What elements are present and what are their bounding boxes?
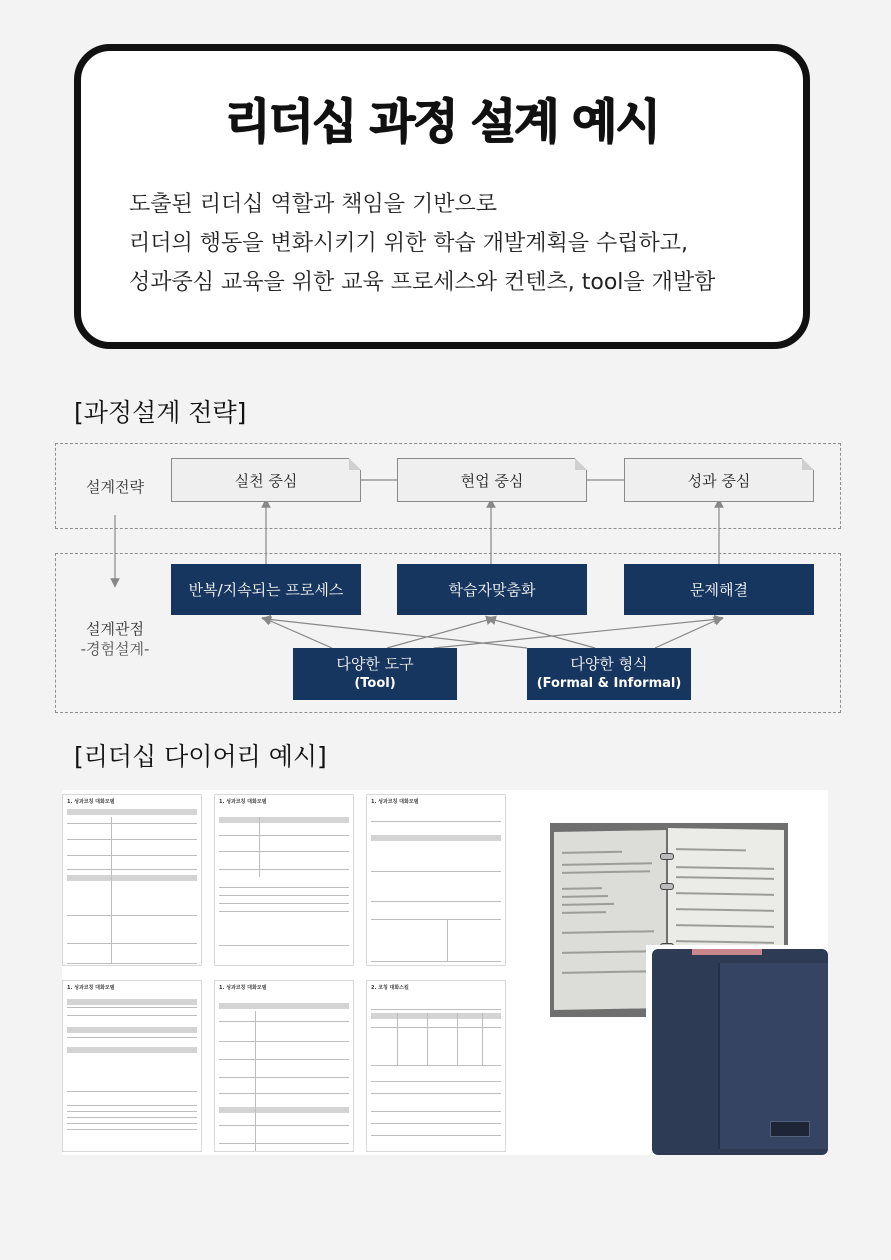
intro-line: 리더의 행동을 변화시키기 위한 학습 개발계획을 수립하고, [129,231,689,256]
diary-page-thumbnail [62,794,202,966]
diary-page-thumbnail [62,980,202,1152]
strategy-box-label: 실천 중심 [234,471,298,490]
perspective-subtitle: -경험설계- [80,640,150,658]
approach-box-process: 반복/지속되는 프로세스 [171,564,361,615]
section-title-diary: [리더십 다이어리 예시] [74,742,327,771]
diary-page-header: 1. 성과코칭 대화모델 [67,985,115,991]
diary-page-thumbnail [366,980,506,1152]
tools-box [293,648,457,700]
design-strategy-diagram [55,443,841,713]
section-title-strategy: [과정설계 전략] [74,398,247,427]
intro-card [74,44,810,349]
diary-page-header: 1. 성과코칭 대화모델 [219,985,267,991]
formats-box [527,648,691,700]
strategy-box-field [397,458,587,502]
approach-box-problem-solving: 문제해결 [624,564,814,615]
page-title: 리더십 과정 설계 예시 [225,95,659,150]
intro-line: 성과중심 교육을 위한 교육 프로세스와 컨텐츠, tool을 개발함 [129,270,716,295]
intro-text [129,185,715,302]
closed-binder-photo [646,945,828,1155]
diary-example-gallery [62,790,828,1155]
strategy-box-performance [624,458,814,502]
perspective-title: 설계관점 [86,620,144,638]
diary-page-header: 1. 성과코칭 대화모델 [219,799,267,805]
tools-box-label: 다양한 도구 [336,655,414,673]
intro-line: 도출된 리더십 역할과 책임을 기반으로 [129,192,498,217]
diary-page-thumbnail [214,980,354,1152]
strategy-box-label: 성과 중심 [687,471,751,490]
diary-page-thumbnail [366,794,506,966]
formats-box-label: 다양한 형식 [570,655,648,673]
diary-page-header: 1. 성과코칭 대화모델 [371,799,419,805]
tools-box-sub: (Tool) [354,676,396,691]
diary-page-header: 1. 성과코칭 대화모델 [67,799,115,805]
strategy-box-practice [171,458,361,502]
formats-box-sub: (Formal & Informal) [536,676,682,691]
strategy-label: 설계전략 [86,478,144,496]
strategy-box-label: 현업 중심 [460,471,524,490]
diary-page-thumbnail [214,794,354,966]
perspective-label [69,619,161,659]
approach-box-personalization: 학습자맞춤화 [397,564,587,615]
diary-page-header: 2. 코칭 대화스킬 [371,985,409,991]
